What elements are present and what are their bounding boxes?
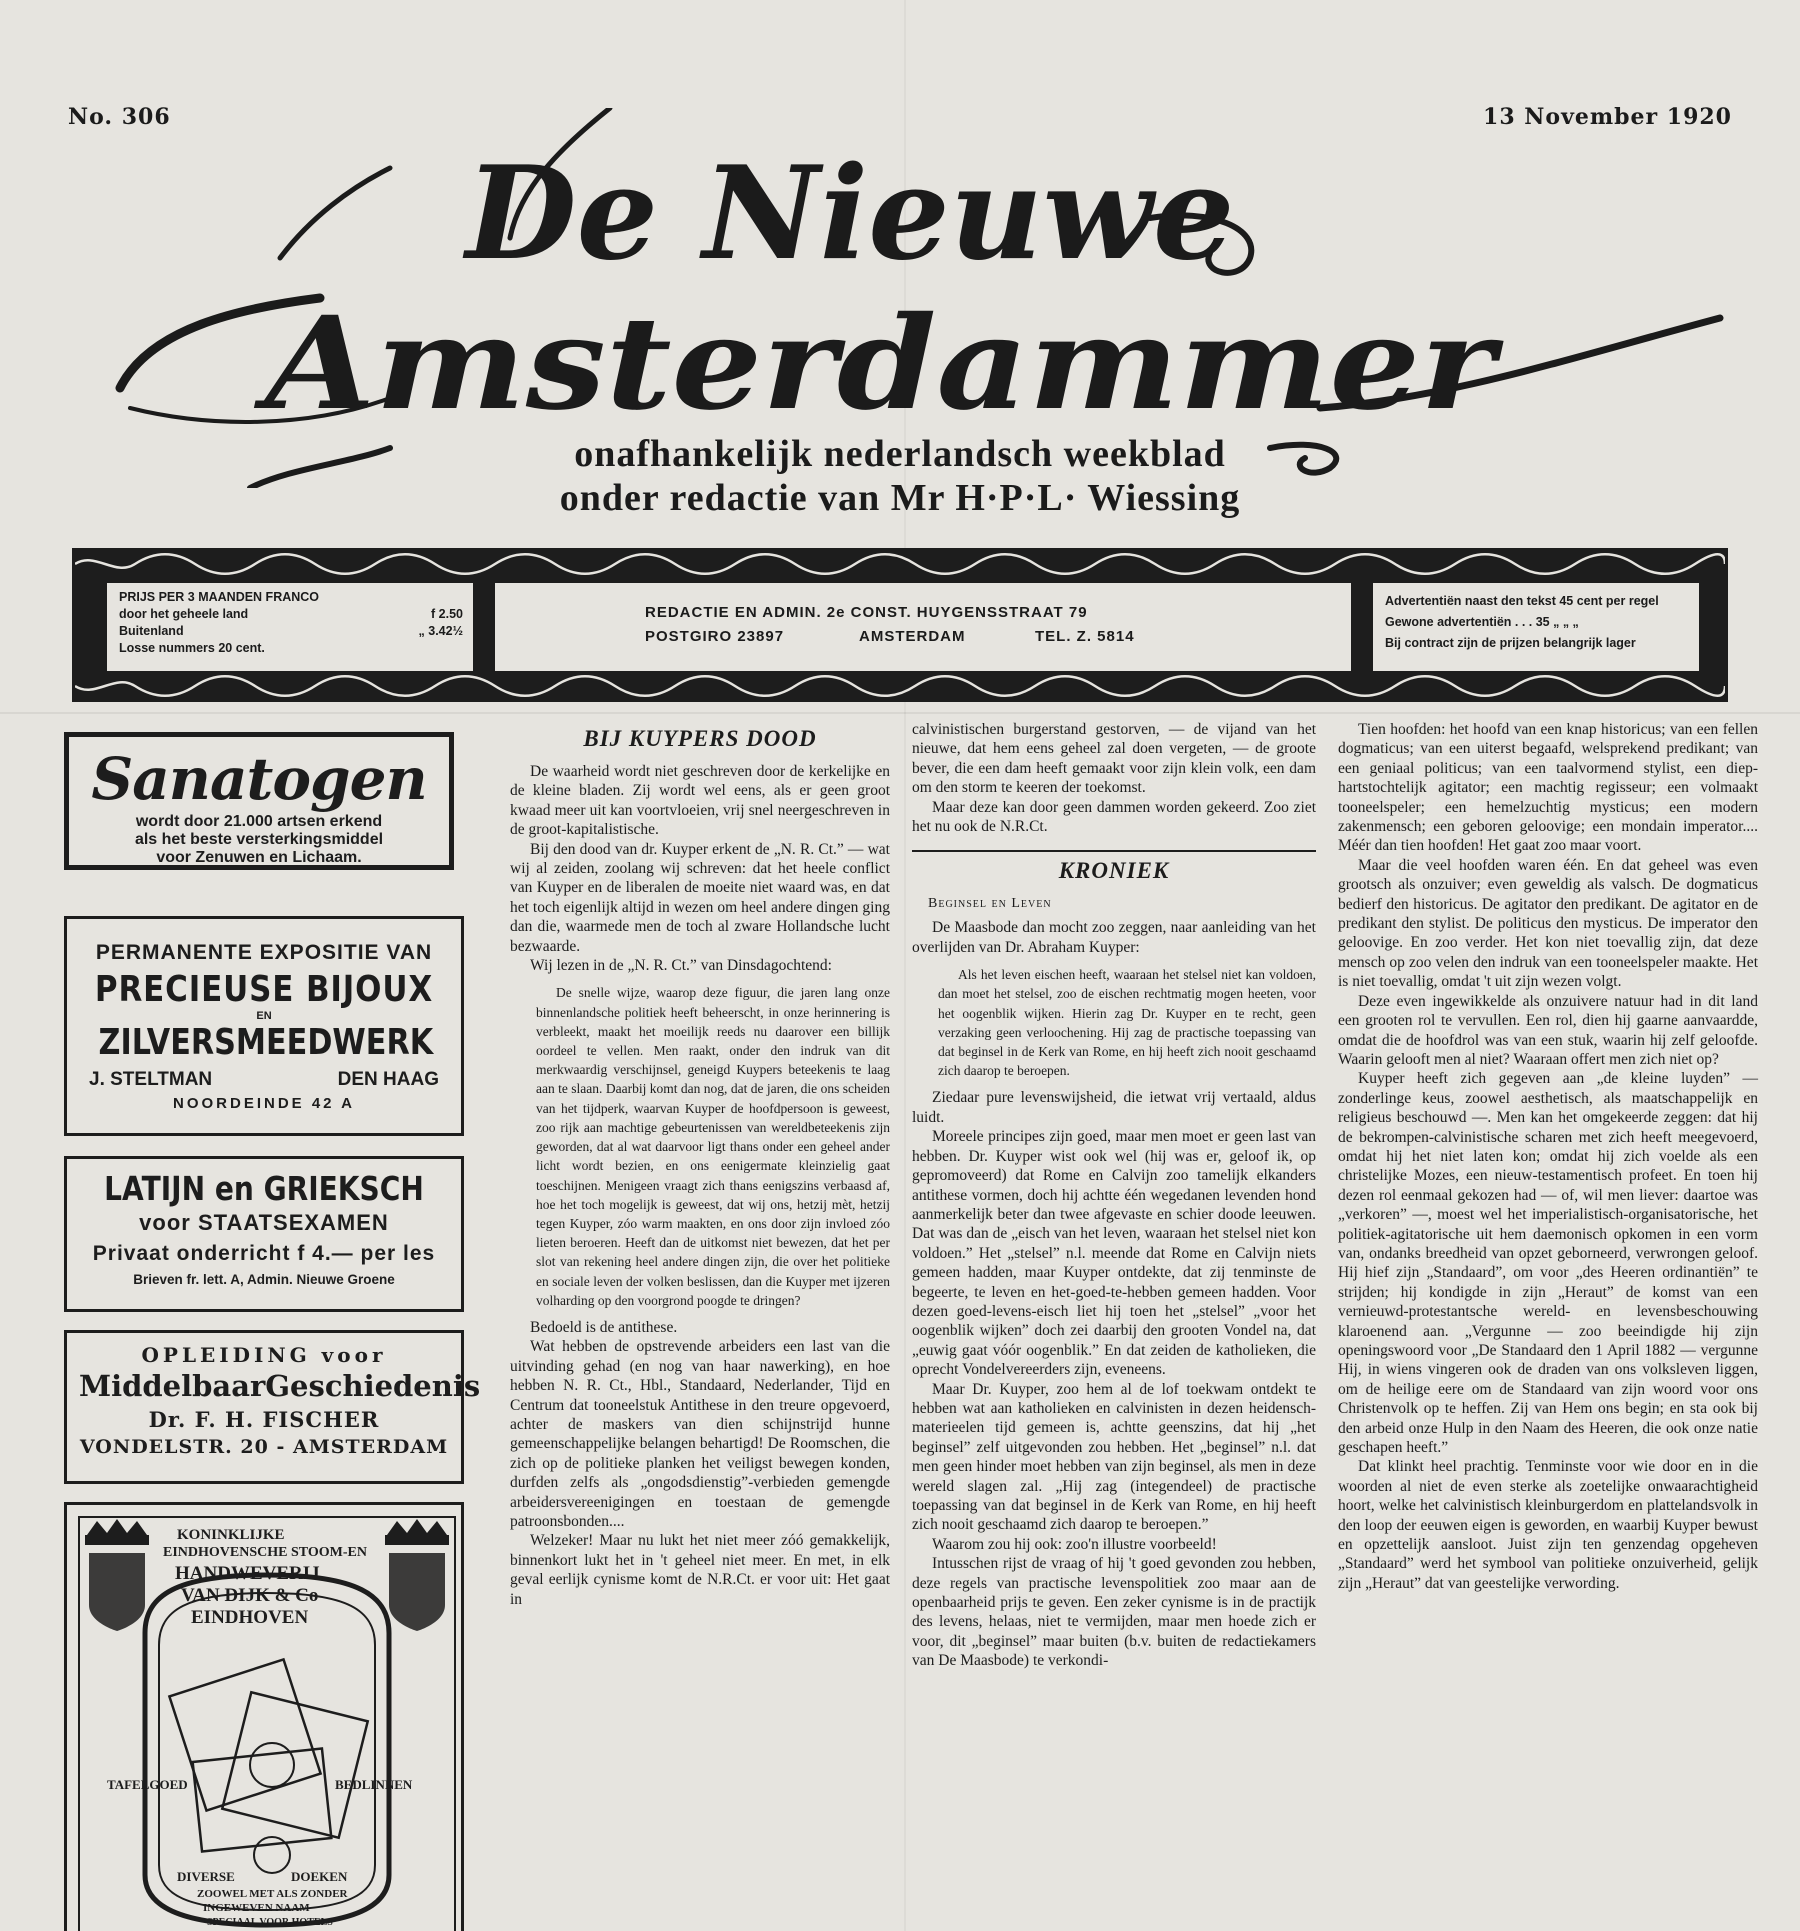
article-1-paragraph: De waarheid wordt niet geschreven door de kerkelijke en de kleine bladen. Zij wordt wel eens, als er geen groot kwaad meer uit kan voortvloeien, vrij snel neergeschreven in de groot-kapitalistische. [510, 763, 890, 839]
article-1-quote [510, 983, 890, 1309]
price-abroad-value: „ 3.42½ [418, 624, 463, 638]
title-line-1: De Nieuwe [465, 139, 1235, 289]
kroniek-quote-text: Als het leven eischen heeft, waaraan het stelsel niet kan voldoen, dan moet het stelsel, zoo de eischen rechtmatig mogen heeten, voor het oogenblik wijken. Hierin zag Dr. Kuyper en te recht, geen verzaking geen verloochening. Hij zag de practische toepassing van dat beginsel in de Kerk van Rome, en hij heeft zich nooit geschaamd zich daarop te beroepen. [938, 967, 1316, 1079]
latijn-line-4: Brieven fr. lett. A, Admin. Nieuwe Groene [133, 1272, 395, 1287]
issue-number: No. 306 [68, 104, 171, 130]
single-issue-price: Losse nummers 20 cent. [119, 641, 265, 655]
weverij-diverse: DIVERSE [177, 1869, 235, 1884]
advertising-rates-box [1371, 581, 1701, 673]
price-domestic-label: door het geheele land [119, 607, 249, 621]
masthead-title [90, 108, 1730, 488]
paper-fold-horizontal [0, 712, 1800, 714]
band-ornament-top [75, 551, 1725, 577]
price-abroad-label: Buitenland [119, 624, 184, 638]
price-heading: PRIJS PER 3 MAANDEN FRANCO [119, 590, 320, 604]
weverij-line-11: INGEWEVEN NAAM [203, 1902, 310, 1914]
kroniek-paragraph: Ziedaar pure levenswijsheid, die ietwat vrij vertaald, aldus luidt. [912, 1089, 1316, 1126]
ad-rate-line-2: Gewone advertentiën . . . 35 „ „ „ [1385, 615, 1579, 629]
article-1-continuation: Maar deze kan door geen dammen worden gekeerd. Zoo ziet het nu ook de N.R.Ct. [912, 798, 1316, 836]
kroniek-paragraph: Moreele principes zijn goed, maar men moet er geen last van hebben. Dr. Kuyper wist ook wel (hij was er, geloof ik, op gepromoveerd) dat Rome en Calvijn zoo tamelijk elkanders antithese vormen, doch hij achtte één wegedanen levenden hond aanmerkelijk beter dan twee afgevaste en schier doode leeuwen. Dat was dan de „eisch van het leven, waaraan het stelsel niet kon voldoen.” Het „stelsel” n.l. meende dat Rome en Calvijn niets gemeen hadden, maar Kuyper ontdekte, dat zij tenminste de begeerte, te leven en het-goed-te-hebben gemeen hadden. Voor dezen goed-levens-eisch liet hij toen het „stelsel” „voor het oogenblik wijken” doch zei daarbij den grooten Vondel na, dat „euwig gaat vóór oogenblik.” En dat zeiden de katholieken, die oprecht Vondelvereerders zijn, eveneens. [912, 1128, 1316, 1379]
kroniek-subhead: Beginsel en Leven [928, 896, 1052, 912]
weverij-doeken: DOEKEN [291, 1869, 348, 1884]
ad-rate-line-1: Advertentiën naast den tekst 45 cent per regel [1385, 594, 1659, 608]
bijoux-line-2: PRECIEUSE BIJOUX [94, 969, 434, 1010]
kroniek-paragraph: Waarom zou hij ook: zoo'n illustre voorbeeld! [932, 1535, 1217, 1553]
ad-opleiding [64, 1330, 481, 1484]
ad-weverij [64, 1502, 464, 1931]
article-1-paragraph: Bedoeld is de antithese. [530, 1318, 678, 1336]
latijn-line-1: LATIJN en GRIEKSCH [104, 1169, 424, 1208]
city: AMSTERDAM [859, 628, 966, 645]
subscription-prices-box [105, 581, 475, 673]
bijoux-name: J. STELTMAN [89, 1069, 213, 1090]
kroniek-paragraph: De Maasbode dan mocht zoo zeggen, naar aanleiding van het overlijden van Dr. Abraham Kuyper: [912, 919, 1316, 956]
article-1-headline: BIJ KUYPERS DOOD [583, 726, 817, 751]
band-ornament-bottom [75, 673, 1725, 699]
weverij-line-2: EINDHOVENSCHE STOOM-EN [163, 1545, 367, 1560]
bijoux-line-4: ZILVERSMEEDWERK [98, 1022, 434, 1063]
sanatogen-line-3: voor Zenuwen en Lichaam. [156, 849, 362, 866]
article-1-paragraph: Wat hebben de opstrevende arbeiders een last van die uitvinding gehad (en nog van haar nawerking), en hoe hebben N. R. Ct., Hbl., Standaard, Nederlander, Tijd en Centrum dat tooneelstuk Antithese in den treure opgevoerd, achter de maskers van dien schijnstrijd hunne gemeenschappelijke belangen behartigd! De Roomschen, die zich op de politieke planken het veiligst bewegen konden, durfden zelfs als „ongodsdienstig”-verbieden gemengde arbeidersvereenigingen en toestaan de gemengde patroonsbonden.... [510, 1338, 890, 1530]
opleiding-name: Dr. F. H. FISCHER [148, 1407, 380, 1432]
column-3-paragraph: Kuyper heeft zich gegeven aan „de kleine luyden” — zonderlinge keus, zoowel aesthetisch, als maatschappelijk en religieus beschouwd —. Men kan het omgekeerde zeggen: dat hij de bekrompen-calvinistische scharen met zich heeft meegevoerd, omdat hij het niet laten kon; omdat hij zich voelde als een christelijke Mozes, een nieuw-testamentisch profeet. En toen hij dezen rol eenmaal gekozen had — of, wil men liever: daartoe was „verkoren” —, moest wel het imperialistisch-organisatorische, het politiek-agitatorische uit hem daemonisch opkomen in een vorm van, ondanks breedheid van opzet geborneerd, verwrongen geloof. Hij hief zijn „Standaard”, om voor „des Heeren ordinantiën” te strijden; hij kondigde in zijn „Heraut” de komst van een vernieuwd-protestantsche wereld- en levensbeschouwing klaroenend aan. „Vergunne — zoo beeindigde hij zijn openingswoord voor „De Standaard den 1 April 1882 — vergunne Hij, in wiens vingeren ook de draden van ons volksleven liggen, om de heilige eere om de Standaard van zijn woord voor ons Christenvolk op te heffen. Zij van Hem ons begin; en sta ook bij den arbeid onze Hulp in den Naam des Heeren, die ook onze natie geschapen heeft.” [1338, 1070, 1758, 1457]
bijoux-city: DEN HAAG [337, 1069, 439, 1090]
latijn-line-2: voor STAATSEXAMEN [139, 1210, 389, 1235]
subtitle-line-1: onafhankelijk nederlandsch weekblad [574, 433, 1226, 475]
ad-sanatogen [64, 732, 454, 870]
weverij-tafelgoed: TAFELGOED [107, 1777, 188, 1792]
article-1-paragraph: Welzeker! Maar nu lukt het niet meer zóó gemakkelijk, binnenkort lukt het in 't geheel niet meer. En met, in elk geval eerlijk cynisme komt de N.R.Ct. er voor uit: Het gaat in [510, 1532, 890, 1608]
opleiding-address: VONDELSTR. 20 - AMSTERDAM [79, 1436, 449, 1458]
title-line-2: Amsterdammer [253, 289, 1505, 439]
column-3-paragraph: Maar die veel hoofden waren één. En dat geheel was even grootsch als onzuiver; even geweldig als valsch. De dogmaticus bedierf den historicus. De agitator den predikant. De agitator en de predikant den stylist. De politicus den mysticus. De imperator den geloovige. En zoo verder. Het kon niet toevallig zijn, dat deze mensch op zoo velen den indruk van een tooneelspeler maakte. Het is niet toevallig, omdat 't uit zijn wezen volgt. [1338, 856, 1758, 991]
kroniek-paragraph: Intusschen rijst de vraag of hij 't goed gevonden zou hebben, deze regels van practische levenspolitiek zoo maar aan de openbaarheid prijs te geven. Een zeker cynisme is in de practijk des levens, helaas, niet te vermijden, maar men hoede zich er voor, dit „beginsel” maar buiten (b.v. buiten de redactiekamers van De Maasbode) te verkondi- [912, 1555, 1316, 1670]
article-1-quote-text: De snelle wijze, waarop deze figuur, die jaren lang onze binnenlandsche politiek heeft beheerscht, in onze herinnering is verbleekt, maakt het moeilijk reeds nu daarover een billijk oordeel te vellen. Men raakt, onder den indruk van dit merkwaardig verschijnsel, geneigd Kuypers beteekenis te laag aan te slaan. Daarbij komt dan nog, dat de jaren, die ons scheiden van het tijdperk, waarvan Kuyper de hoofdpersoon is geweest, zoo rijk aan machtige gebeurtenissen van wereldbeteekenis zijn geworden, dat al wat daarvoor ligt thans onder een geheel ander licht wordt bezien, en ons eenigermate kleinzielig gaat toeschijnen. Menigeen vraagt zich thans eenigszins verbaasd af, hoe het toch mogelijk is geweest, dat wij ons, hetzij mèt, hetzij tegen Kuyper, zóo warm maakten, en ons door zijn invloed zóo lieten beroeren. Heeft dan de uitkomst niet bewezen, dat het per slot van rekening heel andere dingen zijn, die over het politieke en sociale leven der volken beslissen, dan die Kuyper met ijzeren volharding op den voorgrond poogde te dringen? [536, 985, 890, 1308]
ad-rate-line-3: Bij contract zijn de prijzen belangrijk lager [1385, 636, 1636, 650]
article-1-continuation: calvinistischen burgerstand gestorven, — de vijand van het nieuwe, dat hem eens geheel zal doen vergeten, — de groote bever, die een dam heeft gemaakt voor zijn klein volk, een dam om den storm te keeren der toekomst. [912, 721, 1316, 797]
editorial-address: REDACTIE EN ADMIN. 2e CONST. HUYGENSSTRAAT 79 [645, 604, 1088, 621]
sanatogen-brand: Sanatogen [91, 745, 427, 813]
column-2 [912, 720, 1316, 1671]
price-domestic-value: f 2.50 [431, 607, 463, 621]
opleiding-word-1: Middelbaar [79, 1369, 266, 1403]
weverij-line-10: ZOOWEL MET ALS ZONDER [197, 1888, 348, 1900]
column-3-paragraph: Dat klinkt heel prachtig. Tenminste voor wie door en in die woorden al niet de even sterke als zoetelijke onwaarachtigheid hoort, welke het calvinistisch kleinburgerdom en plattelandsvolk in den loop der eeuwen eigen is geworden, en waarbij Kuyper bewust en opzettelijk aansloot. Juist zijn ten genzendag opgeheven „Standaard” werd het symbool van politieke onzuiverheid, gelijk zijn „Heraut” dat van geestelijke verwording. [1338, 1458, 1758, 1592]
weverij-line-5: EINDHOVEN [191, 1607, 309, 1628]
section-divider [912, 850, 1316, 852]
issue-date: 13 November 1920 [1483, 104, 1732, 130]
sanatogen-line-1: wordt door 21.000 artsen erkend [135, 813, 383, 830]
sanatogen-line-2: als het beste versterkingsmiddel [134, 831, 384, 848]
info-band [72, 548, 1728, 702]
ad-bijoux [64, 916, 464, 1136]
column-1 [510, 720, 890, 1609]
bijoux-line-1: PERMANENTE EXPOSITIE VAN [95, 941, 433, 964]
column-3-paragraph: Deze even ingewikkelde als onzuivere natuur had in dit land een grooten rol te vervullen. Een rol, dien hij gaarne aanvaardde, omdat die de hoofdrol was van een stuk, waarin hij zelf geloofde. Waarin gelooft men al niet? Waaraan offert men zich niet op? [1338, 992, 1758, 1068]
postgiro: POSTGIRO 23897 [645, 628, 785, 645]
weverij-line-3: HANDWEVERIJ [175, 1563, 320, 1584]
weverij-line-1: KONINKLIJKE [177, 1527, 285, 1543]
ad-latijn-grieksch [64, 1156, 464, 1312]
weverij-line-12: SPECIAAL VOOR HOTELS [207, 1917, 333, 1928]
kroniek-headline: KRONIEK [1058, 858, 1170, 884]
article-1-paragraph: Wij lezen in de „N. R. Ct.” van Dinsdagochtend: [530, 957, 832, 975]
column-3 [1338, 720, 1758, 1593]
editorial-address-box [493, 581, 1353, 673]
latijn-line-3: Privaat onderricht f 4.— per les [92, 1242, 436, 1265]
opleiding-line-1: OPLEIDING voor [141, 1343, 387, 1367]
kroniek-quote [912, 965, 1316, 1080]
article-1-paragraph: Bij den dood van dr. Kuyper erkent de „N. R. Ct.” — wat wij al zeiden, zoolang wij schreven: dat het heele conflict van Kuyper en de liberalen de moeite niet waard was, en dat het toch eigenlijk altijd in wezen om heel andere dingen ging dan die, waarmede men de toch al zware Hollandsche lucht bezwaarde. [510, 840, 890, 955]
telephone: TEL. Z. 5814 [1035, 628, 1135, 645]
column-3-paragraph: Tien hoofden: het hoofd van een knap historicus; van een fellen dogmaticus; van een uiterst begaafd, welsprekend predikant; van een geniaal politicus; van een taalvormend stylist, een diep-hartstochtelijk agitator; een machtig regisseur; een volmaakt tooneelspeler; een hemelzuchtig mysticus; een modern zakenmensch; een geboren geloovige; een mondain imperator.... Méér dan tien hoofden! Het gaat zoo maar voort. [1338, 721, 1758, 855]
bijoux-address: NOORDEINDE 42 A [173, 1095, 355, 1112]
kroniek-paragraph: Maar Dr. Kuyper, zoo hem al de lof toekwam ontdekt te hebben wat aan katholieken en calvinisten in dezen heidensch-materieelen tijd gemeen is, achtte geenszins, dat hij „het beginsel” zelf uitgevonden zou hebben. Het „beginsel” n.l. dat men geen hinder moet hebben van zijn beginsel, als men in deze wereld slagen zal. „Hij zag (integendeel) de practische toepassing van dat beginsel in de Kerk van Rome, en hij heeft zich nooit geschaamd zich daarop te beroepen.” [912, 1380, 1316, 1534]
opleiding-word-2: Geschiedenis [265, 1369, 481, 1403]
weverij-line-4: VAN DIJK & Co [181, 1585, 319, 1606]
bijoux-line-3: EN [256, 1010, 272, 1022]
weverij-bedlinnen: BEDLINNEN [335, 1777, 413, 1792]
subtitle-line-2: onder redactie van Mr H·P·L· Wiessing [559, 477, 1241, 519]
